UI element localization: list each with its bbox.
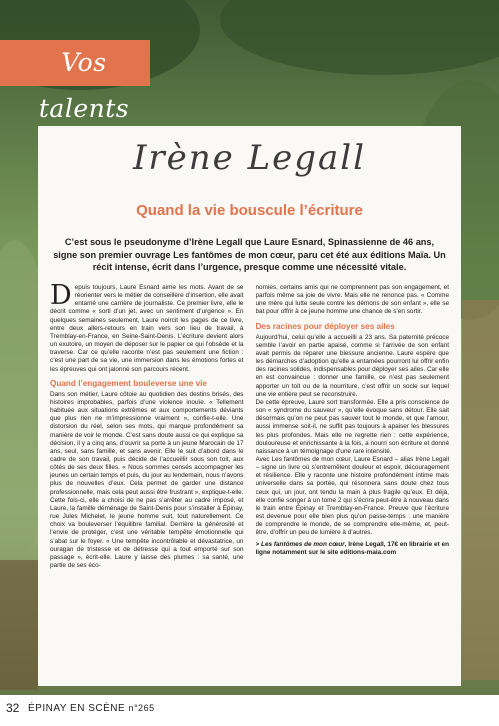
- page-footer: [0, 695, 499, 726]
- page-number: 32: [6, 701, 20, 715]
- column-left: [50, 284, 244, 684]
- article-body: [50, 284, 449, 684]
- book-credit: [256, 541, 450, 557]
- article-card: [38, 126, 461, 686]
- paragraph: De cette épreuve, Laure sort transformée. Elle a pris conscience de son « syndrome du sauveur », qu’elle évoque sans détour. Elle sait désormais qu’on ne peut pas sauver tout le monde, et que l’amour, aussi immense soit-il, ne suffit pas toujours à apaiser les blessures les plus profondes. Mais elle ne regrette rien : cette expérience, douloureuse et enrichissante à la fois, a nourri son écriture et donné naissance à un témoignage d’une rare intensité.: [255, 398, 449, 455]
- paragraph: [50, 284, 244, 374]
- paragraph-text: epuis toujours, Laure Esnard aime les mots. Avant de se réorienter vers le métier de conseillère d’insertion, elle avait entamé une carrière de journaliste. Ce premier livre, elle le décrit comme « sorti d’un jet, avec un sentiment d’urgence ». En quelques semaines seulement, Laure noircit les pages de ce livre, entre deux allers-retours en train vers son lieu de travail, à Tremblay-en-France, en Seine-Saint-Denis. L’écriture devient alors un exutoire, un moyen de déposer sur le papier ce qui l’obsède et la traverse. Car ce qu’elle raconte n’est pas seulement une fiction : c’est une part de sa vie, une immersion dans les émotions fortes et les épreuves qui ont jalonné son parcours récent.: [50, 284, 244, 373]
- section-heading: Des racines pour déployer ses ailes: [255, 321, 395, 331]
- paragraph: Aujourd’hui, celui qu’elle a accueilli a 23 ans. Sa paternité précoce semble l’avoir en partie apaisé, comme si l’arrivée de son enfant avait permis de réparer une blessure ancienne. Laure espère que les démarches d’adoption qu’elle a entamées pourront lui offrir enfin des racines solides, indispensables pour déployer ses ailes. Car elle en est convaincue : donner une famille, ce n’est pas seulement apporter un toit ou de la nourriture, c’est offrir un socle sur lequel une vie entière peut se reconstruire.: [255, 333, 449, 398]
- credit-book-title: Les fantômes de mon cœur: [261, 540, 345, 548]
- magazine-name: [28, 703, 155, 714]
- credit-details: , Irène Legall, 17€ en librairie et en ligne notamment sur le site editions-maia.com: [255, 540, 449, 556]
- paragraph: nomies, certains amis qui ne comprennent pas son engagement, et parfois même sa joie de vivre. Mais elle ne renonce pas. « Comme une mère qui lutte seule contre les démons de son enfant », elle se bat pour offrir à ce jeune homme une chance de s’en sortir.: [255, 284, 449, 316]
- issue-number: n°265: [128, 703, 155, 713]
- paragraph: Dans son métier, Laure côtoie au quotidien des destins brisés, des histoires improbables, parfois d’une violence inouïe. « Tellement habituée aux situations extrêmes et aux comportements déviants que plus rien ne m’impressionne vraiment », confie-t-elle. Une distorsion du réel, selon ses mots, qui marque profondément sa manière de voir le monde. C’est sans doute aussi ce qui explique sa décision, il y a cinq ans, d’ouvrir sa porte à un jeune Marocain de 17 ans, seul, sans famille, et sans avenir. Elle le suit d’abord dans le cadre de son travail, puis décide de l’accueillir sous son toit, aux côtés de ses deux filles. « Nous sommes censés accompagner les jeunes un certain temps et puis, du jour au lendemain, nous n’avons plus de nouvelles d’eux. Cela permet de garder une distance professionnelle, mais cela peut aussi être frustrant », explique-t-elle. Cette fois-ci, elle a choisi de ne pas s’arrêter au cadre imposé, et Laure, la famille déménage de Saint-Denis pour s’installer à Épinay, rue Jules Michelet, le jeune homme suit, tout naturellement. Ce choix va bouleverser l’équilibre familial. Derrière la générosité et l’envie de protéger, c’est une véritable tempête émotionnelle qui s’abat sur le foyer. « Une tempête incontrôlable et dévastatrice, un ouragan de tristesse et de détresse qui a tout emporté sur son passage », écrit-elle. Laure y laisse des plumes : sa santé, une partie de ses éco-: [50, 390, 244, 569]
- article-intro: C’est sous le pseudonyme d’Irène Legall que Laure Esnard, Spinassienne de 46 ans, signe son premier ouvrage Les fantômes de mon cœur, paru cet été aux éditions Maïa. Un récit intense, écrit dans l’urgence, presque comme une nécessité vitale.: [53, 237, 446, 272]
- drop-cap: D: [50, 284, 72, 311]
- paragraph: Avec Les fantômes de mon cœur, Laure Esnard – alias Irène Legall – signe un livre où s’entremêlent douleur et espoir, découragement et résilience. Elle y raconte une histoire profondément intime mais universelle dans sa portée, qui résonnera sans doute chez tous ceux qui, un jour, ont tendu la main à plus fragile qu’eux. Et déjà, elle confie songer à un tome 2 qui s’écrira peut-être à nouveau dans le train entre Épinay et Tremblay-en-France. Preuve que l’écriture est devenue pour elle bien plus qu’un passe-temps : une manière de comprendre le monde, de se comprendre elle-même, et, peut-être, d’offrir un peu de lumière à d’autres.: [255, 455, 449, 537]
- column-right: [256, 284, 450, 684]
- section-heading: Quand l’engagement bouleverse une vie: [50, 378, 207, 388]
- credit-marker: >: [255, 540, 262, 548]
- magazine-title: ÉPINAY EN SCÈNE: [28, 703, 126, 714]
- article-subtitle: Quand la vie bouscule l’écriture: [136, 202, 363, 219]
- article-title: Irène Legall: [132, 138, 367, 178]
- section-banner: Vos talents: [18, 40, 150, 86]
